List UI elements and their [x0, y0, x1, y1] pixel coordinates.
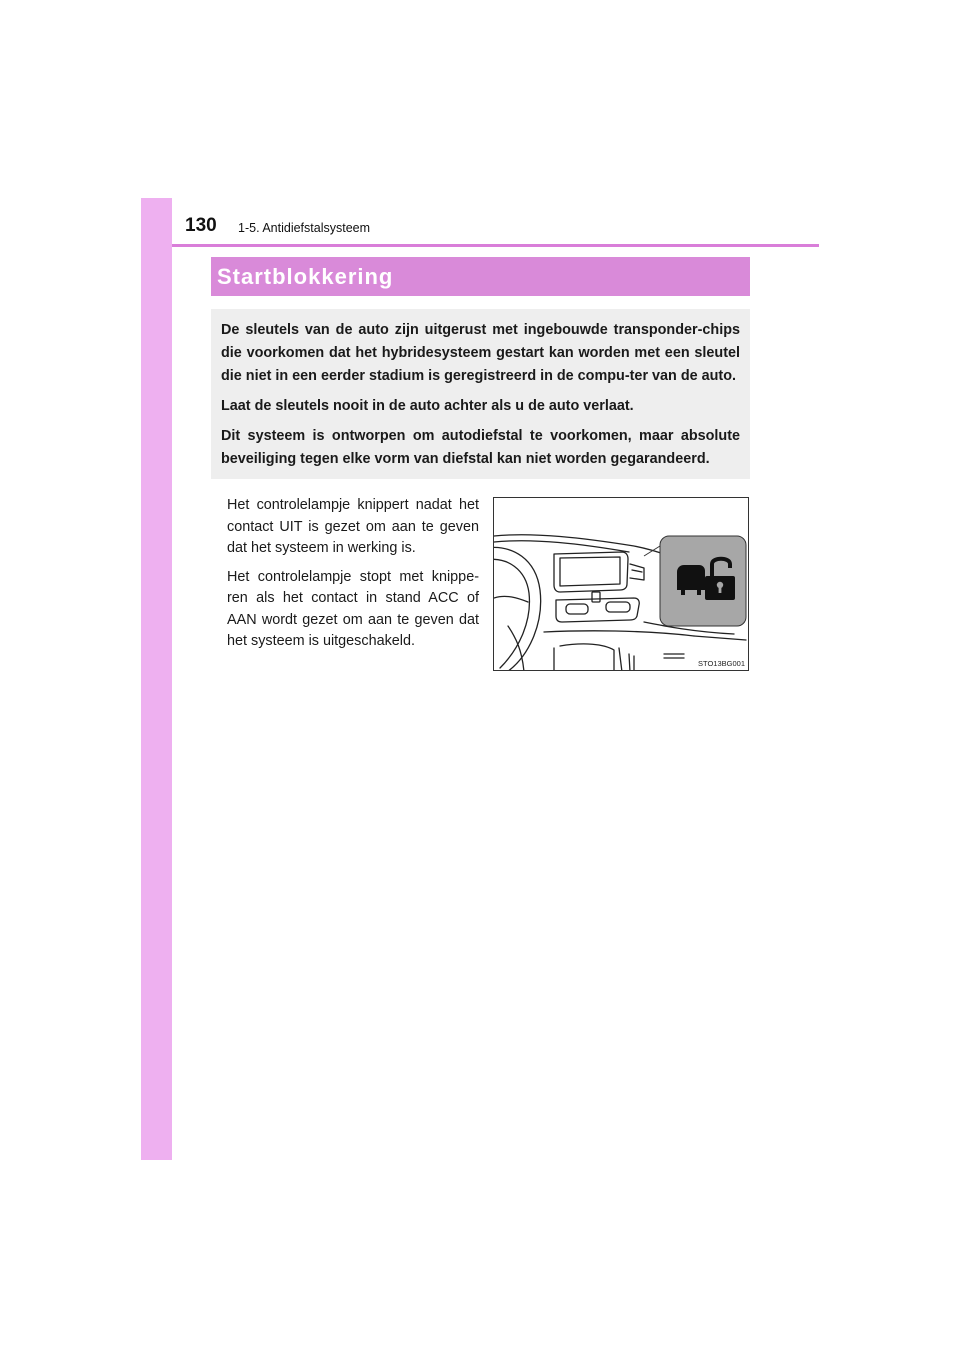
- dashboard-drawing: [494, 498, 749, 671]
- dashboard-illustration: [493, 497, 749, 671]
- body-text: [227, 495, 479, 660]
- page-side-tab: [141, 198, 172, 1160]
- section-label: 1-5. Antidiefstalsysteem: [238, 221, 371, 235]
- body-paragraph: Het controlelampje stopt met knippe-ren als het contact in stand ACC of AAN wordt gezet om aan te geven dat het systeem is uitgeschakeld.: [227, 568, 479, 649]
- intro-box: [211, 309, 750, 479]
- figure-code: STO13BG001: [698, 659, 745, 668]
- immobilizer-indicator-icon: [644, 536, 746, 626]
- body-paragraph: Het controlelampje knippert nadat het contact UIT is gezet om aan te geven dat het systeem in werking is.: [227, 497, 479, 556]
- section-title-bar: [211, 257, 750, 296]
- intro-paragraph: De sleutels van de auto zijn uitgerust met ingebouwde transponder-chips die voorkomen dat het hybridesysteem gestart kan worden met een sleutel die niet in een eerder stadium is geregistreerd in de compu-ter van de auto.: [221, 322, 740, 384]
- intro-paragraph: Laat de sleutels nooit in de auto achter als u de auto verlaat.: [221, 398, 634, 414]
- section-title: Startblokkering: [217, 263, 394, 289]
- page-number: 130: [185, 215, 217, 236]
- intro-paragraph: Dit systeem is ontworpen om autodiefstal te voorkomen, maar absolute beveiliging tegen elke vorm van diefstal kan niet worden gegarandeerd.: [221, 428, 740, 467]
- header-rule: [172, 244, 819, 247]
